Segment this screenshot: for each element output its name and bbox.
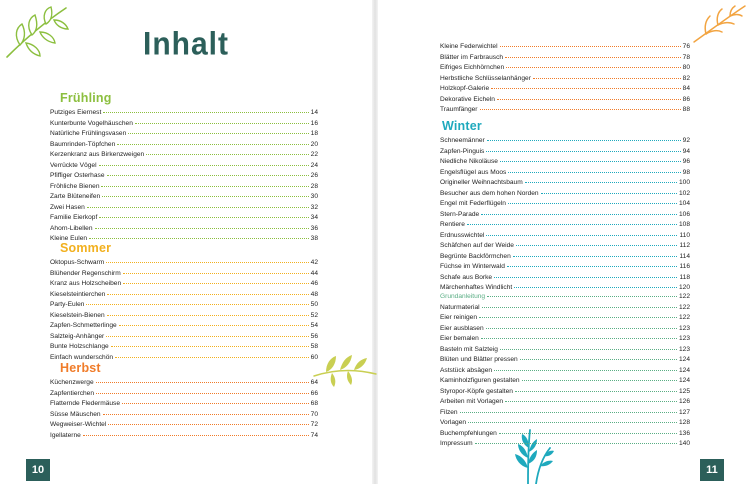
toc-entry-page: 50 bbox=[310, 301, 318, 308]
toc-entry-title: Styropor-Köpfe gestalten bbox=[440, 387, 513, 395]
toc-dot-leader bbox=[107, 308, 309, 316]
section-title-winter: Winter bbox=[442, 119, 482, 133]
toc-entry-title: Blühender Regenschirm bbox=[50, 269, 121, 277]
toc-entry-title: Familie Eierkopf bbox=[50, 214, 98, 221]
toc-entry-title: Traumfänger bbox=[440, 106, 478, 113]
toc-list-sommer bbox=[50, 256, 318, 361]
toc-entry-title: Verrückte Vögel bbox=[50, 161, 97, 169]
toc-entry-page: 22 bbox=[310, 151, 318, 158]
toc-entry-page: 28 bbox=[310, 182, 318, 190]
toc-entry-page: 38 bbox=[310, 235, 318, 242]
toc-entry-page: 120 bbox=[678, 284, 690, 291]
toc-entry-page: 98 bbox=[682, 168, 690, 176]
toc-entry-title: Engel mit Federflügeln bbox=[440, 200, 506, 207]
toc-dot-leader bbox=[487, 289, 677, 297]
toc-list-herbst bbox=[50, 376, 318, 439]
toc-entry-page: 80 bbox=[682, 64, 690, 71]
toc-entry-title: Kunterbunte Vogelhäuschen bbox=[50, 119, 133, 127]
toc-entry-title: Origineller Weihnachtsbaum bbox=[440, 179, 523, 186]
toc-entry-title: Wegweiser-Wichtel bbox=[50, 421, 107, 428]
toc-entry-title: Stern-Parade bbox=[440, 210, 480, 218]
toc-dot-leader bbox=[83, 428, 309, 436]
toc-entry-page: 72 bbox=[310, 421, 318, 428]
toc-entry-page: 46 bbox=[310, 280, 318, 287]
toc-entry-page: 122 bbox=[678, 303, 690, 311]
toc-entry-page: 127 bbox=[678, 408, 690, 416]
toc-dot-leader bbox=[486, 321, 677, 329]
toc-entry-page: 128 bbox=[678, 419, 690, 426]
toc-entry-title: Natürliche Frühlingsvasen bbox=[50, 130, 127, 137]
toc-entry-title: Eier bemalen bbox=[440, 335, 479, 342]
toc-entry-title: Party-Eulen bbox=[50, 301, 85, 308]
toc-dot-leader bbox=[513, 249, 678, 257]
toc-entry-title: Schäfchen auf der Weide bbox=[440, 242, 514, 249]
toc-entry-title: Zapfen-Schmetterlinge bbox=[50, 322, 117, 329]
toc-entry-page: 118 bbox=[679, 273, 690, 281]
toc-dot-leader bbox=[96, 375, 309, 383]
toc-dot-leader bbox=[481, 207, 677, 215]
toc-entry-page: 122 bbox=[678, 293, 690, 300]
toc-dot-leader bbox=[86, 297, 308, 305]
toc-entry-title: Kaminholzfiguren gestalten bbox=[440, 377, 520, 384]
toc-entry-page: 123 bbox=[678, 335, 690, 342]
toc-entry-title: Baumrinden-Töpfchen bbox=[50, 140, 116, 148]
toc-entry-page: 123 bbox=[678, 345, 690, 353]
toc-entry-title: Buchempfehlungen bbox=[440, 429, 497, 437]
toc-dot-leader bbox=[135, 116, 309, 124]
toc-dot-leader bbox=[107, 287, 308, 295]
leaf-branch-top-left-icon bbox=[2, 2, 72, 62]
toc-entry-title: Ahorn-Libellen bbox=[50, 224, 93, 232]
toc-list-herbst-continued bbox=[440, 40, 690, 114]
toc-dot-leader bbox=[103, 105, 308, 113]
toc-entry-title: Zapfentierchen bbox=[50, 389, 94, 397]
toc-entry-title: Eier reinigen bbox=[440, 314, 478, 321]
toc-entry-title: Filzen bbox=[440, 408, 458, 416]
toc-entry-page: 88 bbox=[682, 106, 690, 113]
toc-entry-title: Füchse im Winterwald bbox=[440, 263, 505, 270]
toc-entry-page: 54 bbox=[310, 322, 318, 329]
toc-entry-title: Arbeiten mit Vorlagen bbox=[440, 398, 504, 405]
toc-entry-title: Kerzenkranz aus Birkenzweigen bbox=[50, 151, 145, 158]
toc-dot-leader bbox=[468, 415, 677, 423]
section-title-herbst: Herbst bbox=[60, 361, 101, 375]
toc-dot-leader bbox=[505, 50, 681, 58]
toc-entry-title: Flatternde Fledermäuse bbox=[50, 400, 121, 407]
toc-dot-leader bbox=[475, 436, 677, 444]
toc-dot-leader bbox=[123, 266, 309, 274]
toc-dot-leader bbox=[89, 231, 309, 239]
toc-entry-title: Kieselstein-Bienen bbox=[50, 311, 105, 319]
toc-entry-title: Grundanleitung bbox=[440, 293, 486, 300]
toc-dot-leader bbox=[95, 221, 309, 229]
toc-dot-leader bbox=[99, 210, 308, 218]
toc-entry-title: Holzkopf-Galerie bbox=[440, 85, 490, 92]
toc-dot-leader bbox=[486, 144, 680, 152]
toc-entry-title: Engelsflügel aus Moos bbox=[440, 168, 507, 176]
toc-entry-page: 116 bbox=[679, 263, 690, 270]
toc-dot-leader bbox=[107, 168, 309, 176]
toc-entry-page: 68 bbox=[310, 400, 318, 407]
toc-dot-leader bbox=[111, 339, 309, 347]
leaf-branch-center-icon bbox=[312, 344, 378, 388]
toc-dot-leader bbox=[541, 186, 677, 194]
twig-top-right-icon bbox=[690, 2, 748, 46]
toc-entry-page: 74 bbox=[310, 431, 318, 439]
toc-entry-page: 16 bbox=[310, 119, 318, 127]
toc-dot-leader bbox=[497, 92, 681, 100]
toc-entry-page: 26 bbox=[310, 172, 318, 179]
toc-entry-title: Märchenhaftes Windlicht bbox=[440, 284, 513, 291]
toc-entry-title: Zwei Hasen bbox=[50, 203, 85, 211]
toc-entry-page: 34 bbox=[310, 214, 318, 221]
toc-list-fruehling bbox=[50, 106, 318, 243]
toc-entry-page: 123 bbox=[678, 324, 690, 332]
toc-dot-leader bbox=[522, 373, 677, 381]
toc-entry-title: Kleine Federwichtel bbox=[440, 43, 498, 50]
toc-entry-title: Oktopus-Schwarm bbox=[50, 259, 105, 266]
toc-entry-page: 84 bbox=[682, 85, 690, 92]
toc-dot-leader bbox=[500, 342, 677, 350]
toc-entry-page: 114 bbox=[679, 252, 690, 260]
section-title-sommer: Sommer bbox=[60, 241, 112, 255]
toc-entry-page: 32 bbox=[310, 203, 318, 211]
toc-entry-page: 126 bbox=[678, 398, 690, 405]
toc-entry-page: 94 bbox=[682, 147, 690, 155]
book-gutter bbox=[372, 0, 378, 484]
toc-entry-page: 66 bbox=[310, 389, 318, 397]
toc-dot-leader bbox=[505, 394, 677, 402]
toc-dot-leader bbox=[115, 350, 309, 358]
toc-entry-page: 20 bbox=[310, 140, 318, 148]
toc-entry-page: 125 bbox=[678, 387, 690, 395]
toc-entry-title: Igellaterne bbox=[50, 431, 81, 439]
toc-dot-leader bbox=[507, 259, 678, 267]
toc-dot-leader bbox=[99, 158, 309, 166]
toc-dot-leader bbox=[128, 126, 308, 134]
toc-dot-leader bbox=[508, 165, 680, 173]
toc-dot-leader bbox=[467, 217, 677, 225]
toc-dot-leader bbox=[108, 417, 308, 425]
toc-entry-page: 100 bbox=[678, 179, 690, 186]
toc-entry-title: Küchenzwerge bbox=[50, 379, 94, 386]
toc-entry-page: 44 bbox=[310, 269, 318, 277]
page-number-left: 10 bbox=[26, 459, 50, 481]
toc-entry-title: Besucher aus dem hohen Norden bbox=[440, 189, 539, 197]
toc-entry-title: Zapfen-Pinguis bbox=[440, 147, 485, 155]
toc-entry-title: Niedliche Nikoläuse bbox=[440, 158, 498, 165]
toc-entry-title: Eifriges Eichhörnchen bbox=[440, 64, 505, 71]
toc-entry-page: 30 bbox=[310, 193, 318, 200]
toc-entry-title: Einfach wunderschön bbox=[50, 353, 114, 361]
toc-entry-page: 56 bbox=[310, 332, 318, 340]
toc-dot-leader bbox=[123, 276, 309, 284]
toc-dot-leader bbox=[480, 102, 681, 110]
toc-entry-page: 110 bbox=[679, 231, 690, 239]
toc-entry-page: 124 bbox=[678, 356, 690, 363]
toc-entry-title: Naturmaterial bbox=[440, 303, 480, 311]
toc-dot-leader bbox=[514, 280, 677, 288]
toc-entry-page: 64 bbox=[310, 379, 318, 386]
toc-entry-page: 24 bbox=[310, 161, 318, 169]
toc-entry-title: Basteln mit Salzteig bbox=[440, 345, 498, 353]
toc-entry-title: Begrünte Backförmchen bbox=[440, 252, 511, 260]
toc-entry-title: Blüten und Blätter pressen bbox=[440, 356, 518, 363]
toc-entry-title: Süsse Mäuschen bbox=[50, 410, 101, 418]
toc-entry-title: Kieselsteintierchen bbox=[50, 290, 106, 298]
toc-dot-leader bbox=[525, 175, 677, 183]
toc-entry-title: Bunte Holzschlange bbox=[50, 343, 109, 350]
toc-entry-page: 108 bbox=[678, 221, 690, 228]
toc-entry-page: 122 bbox=[678, 314, 690, 321]
toc-entry-page: 124 bbox=[678, 377, 690, 384]
toc-entry-title: Pfiffiger Osterhase bbox=[50, 172, 105, 179]
toc-entry-page: 48 bbox=[310, 290, 318, 298]
toc-dot-leader bbox=[491, 81, 681, 89]
toc-entry-page: 76 bbox=[682, 43, 690, 50]
toc-entry-page: 124 bbox=[678, 366, 690, 374]
toc-dot-leader bbox=[102, 189, 308, 197]
toc-entry-page: 60 bbox=[310, 353, 318, 361]
toc-entry-page: 36 bbox=[310, 224, 318, 232]
toc-dot-leader bbox=[508, 196, 677, 204]
toc-entry-title: Eier ausblasen bbox=[440, 324, 484, 332]
toc-dot-leader bbox=[106, 255, 308, 263]
toc-dot-leader bbox=[101, 179, 308, 187]
toc-entry-title: Vorlagen bbox=[440, 419, 467, 426]
toc-entry[interactable] bbox=[440, 437, 690, 448]
toc-dot-leader bbox=[482, 300, 677, 308]
toc-dot-leader bbox=[500, 154, 681, 162]
toc-entry-page: 58 bbox=[310, 343, 318, 350]
toc-entry-page: 14 bbox=[310, 109, 318, 116]
toc-dot-leader bbox=[479, 310, 677, 318]
toc-entry-page: 78 bbox=[682, 53, 690, 61]
toc-dot-leader bbox=[481, 331, 677, 339]
toc-entry-title: Putziges Eiernest bbox=[50, 109, 102, 116]
toc-entry-page: 104 bbox=[678, 200, 690, 207]
section-title-fruehling: Frühling bbox=[60, 91, 112, 105]
toc-dot-leader bbox=[533, 71, 681, 79]
toc-dot-leader bbox=[146, 147, 308, 155]
toc-entry-title: Schneemänner bbox=[440, 137, 485, 144]
toc-entry-title: Fröhliche Bienen bbox=[50, 182, 100, 190]
toc-dot-leader bbox=[487, 133, 681, 141]
page-title: Inhalt bbox=[143, 26, 229, 63]
toc-dot-leader bbox=[506, 60, 681, 68]
toc-entry-title: Impressum bbox=[440, 440, 473, 447]
toc-entry-page: 92 bbox=[682, 137, 690, 144]
toc-dot-leader bbox=[494, 270, 677, 278]
toc-entry-title: Kranz aus Holzscheiben bbox=[50, 280, 122, 287]
toc-dot-leader bbox=[103, 407, 309, 415]
toc-entry-page: 140 bbox=[678, 440, 690, 447]
toc-entry-page: 70 bbox=[310, 410, 318, 418]
toc-entry-title: Aststück absägen bbox=[440, 366, 493, 374]
toc-dot-leader bbox=[500, 39, 681, 47]
page-number-right: 11 bbox=[700, 459, 724, 481]
toc-entry-title: Zarte Blüteneifen bbox=[50, 193, 101, 200]
toc-entry-page: 42 bbox=[310, 259, 318, 266]
toc-entry-page: 102 bbox=[678, 189, 690, 197]
toc-dot-leader bbox=[520, 352, 677, 360]
toc-entry-page: 136 bbox=[678, 429, 690, 437]
toc-dot-leader bbox=[122, 396, 309, 404]
toc-entry-title: Dekorative Eicheln bbox=[440, 95, 495, 103]
toc-dot-leader bbox=[516, 238, 678, 246]
toc-entry[interactable] bbox=[50, 351, 318, 362]
toc-dot-leader bbox=[119, 318, 309, 326]
toc-list-grundanleitung bbox=[440, 290, 690, 448]
toc-list-winter bbox=[440, 134, 690, 292]
toc-entry[interactable] bbox=[440, 103, 690, 114]
toc-entry-title: Kleine Eulen bbox=[50, 235, 88, 242]
toc-dot-leader bbox=[486, 228, 677, 236]
toc-dot-leader bbox=[460, 405, 677, 413]
toc-dot-leader bbox=[494, 363, 677, 371]
toc-entry-title: Erdnusswichtel bbox=[440, 231, 485, 239]
toc-entry-title: Herbstliche Schlüsselanhänger bbox=[440, 74, 531, 82]
toc-entry-page: 86 bbox=[682, 95, 690, 103]
toc-entry-page: 96 bbox=[682, 158, 690, 165]
toc-entry-title: Rentiere bbox=[440, 221, 465, 228]
toc-entry-page: 52 bbox=[310, 311, 318, 319]
toc-entry-title: Salzteig-Anhänger bbox=[50, 332, 105, 340]
toc-dot-leader bbox=[106, 329, 308, 337]
toc-dot-leader bbox=[515, 384, 677, 392]
toc-entry[interactable] bbox=[50, 429, 318, 440]
toc-dot-leader bbox=[87, 200, 309, 208]
toc-dot-leader bbox=[499, 426, 677, 434]
toc-entry-page: 112 bbox=[679, 242, 690, 249]
toc-entry-title: Schafe aus Borke bbox=[440, 273, 493, 281]
toc-entry-page: 106 bbox=[678, 210, 690, 218]
toc-dot-leader bbox=[117, 137, 308, 145]
toc-entry-title: Blätter im Farbrausch bbox=[440, 53, 504, 61]
toc-entry-page: 82 bbox=[682, 74, 690, 82]
toc-dot-leader bbox=[96, 386, 309, 394]
toc-entry-page: 18 bbox=[310, 130, 318, 137]
